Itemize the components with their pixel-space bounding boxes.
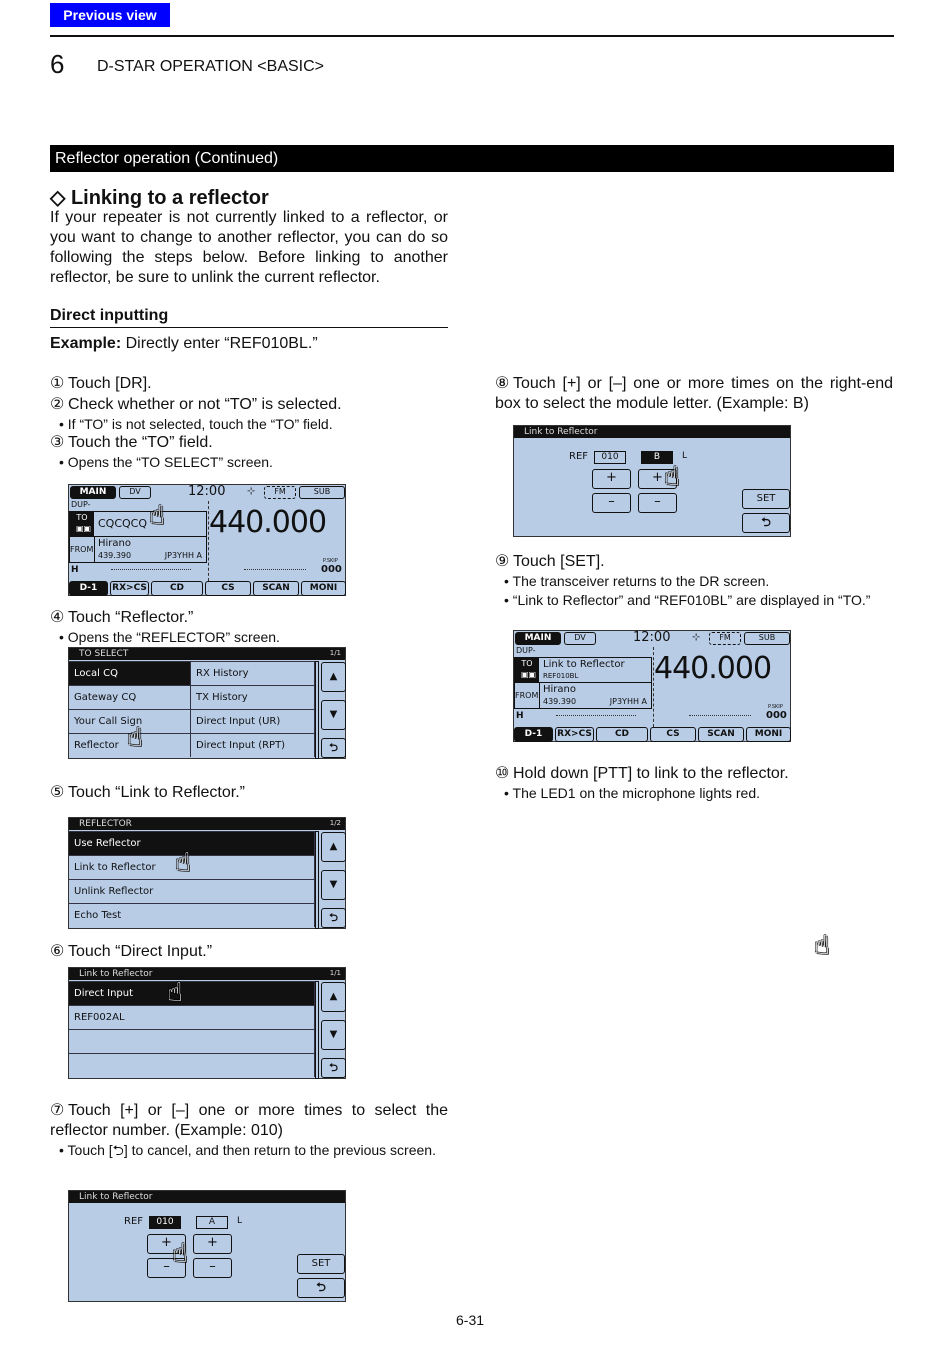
softkey-scan[interactable]: SCAN	[253, 581, 299, 596]
step-bullet: • The LED1 on the microphone lights red.	[504, 785, 761, 801]
from-field[interactable]	[69, 536, 207, 563]
step-instruction: Touch [SET].	[513, 553, 605, 570]
antenna-icon: ⊹	[692, 632, 701, 643]
from-name: Hirano	[543, 684, 576, 695]
people-icon: ▣▣	[521, 670, 537, 679]
step-text	[50, 395, 448, 415]
example-label: Example:	[50, 335, 122, 352]
step-bullet: • “Link to Reflector” and “REF010BL” are displayed in “TO.”	[504, 592, 871, 608]
step-instruction: Touch [DR].	[68, 375, 152, 392]
list-item[interactable]: RX History	[191, 661, 315, 685]
softkey-moni[interactable]: MONI	[746, 727, 791, 742]
from-call: JP3YHH A	[609, 697, 647, 706]
suffix-label: L	[682, 451, 688, 461]
pskip-value: 000	[321, 564, 342, 575]
antenna-icon: ⊹	[247, 486, 256, 497]
step-instruction: Hold down [PTT] to link to the reflector.	[513, 765, 789, 782]
pointing-hand-icon: ☝	[175, 848, 191, 878]
screen-title: TO SELECT	[69, 648, 345, 660]
list-item[interactable]: Reflector	[69, 733, 191, 757]
scrollbar[interactable]	[315, 981, 319, 1079]
back-button[interactable]: ⮌	[321, 1058, 346, 1078]
step-number: ⑤	[50, 784, 65, 801]
suffix-label: L	[237, 1216, 243, 1226]
step-number: ⑦	[50, 1102, 65, 1119]
from-call: JP3YHH A	[164, 551, 202, 560]
scrollbar[interactable]	[315, 661, 319, 759]
s-meter-sub	[244, 569, 306, 570]
step-number: ④	[50, 609, 65, 626]
from-label: FROM	[515, 683, 540, 708]
sub-button[interactable]: SUB	[299, 486, 345, 499]
number-minus-button[interactable]: –	[147, 1258, 186, 1278]
step-text	[50, 942, 448, 962]
scroll-down-button[interactable]: ▼	[321, 870, 346, 900]
scrollbar[interactable]	[315, 831, 319, 929]
subheading: Direct inputting	[50, 307, 448, 328]
step-text	[50, 608, 448, 628]
pskip-label: P.SKIP	[768, 704, 783, 710]
s-meter	[556, 715, 636, 716]
list-item[interactable]: Unlink Reflector	[69, 879, 315, 903]
pointing-hand-icon: ☝	[167, 978, 183, 1008]
fm-button[interactable]: FM	[709, 632, 741, 645]
step-bullet: • The transceiver returns to the DR screen.	[504, 573, 770, 589]
number-plus-button[interactable]: +	[147, 1234, 186, 1254]
list-screen-link_list	[68, 967, 346, 1079]
softkey-cd[interactable]: CD	[151, 581, 203, 596]
softkey-d1[interactable]: D-1	[514, 727, 553, 742]
step-8	[495, 374, 893, 414]
list-screen-reflector	[68, 817, 346, 929]
pointing-hand-icon: ☝	[172, 1239, 188, 1269]
from-label: FROM	[70, 537, 95, 562]
frequency: 440.000	[654, 651, 772, 686]
step-number: ②	[50, 396, 65, 413]
previous-view-button[interactable]: Previous view	[50, 3, 170, 27]
s-meter	[111, 569, 191, 570]
power-level: H	[71, 565, 79, 575]
module-letter-field[interactable]: B	[641, 451, 673, 464]
softkey-cd[interactable]: CD	[596, 727, 648, 742]
list-item[interactable]: Link to Reflector	[69, 855, 315, 879]
softkey-moni[interactable]: MONI	[301, 581, 346, 596]
step-text	[495, 552, 893, 572]
page-indicator: 1/1	[329, 969, 341, 977]
chapter-title: D-STAR OPERATION <BASIC>	[97, 58, 325, 75]
section-bar: Reflector operation (Continued)	[50, 145, 894, 172]
step-instruction: Check whether or not “TO” is selected.	[68, 396, 342, 413]
back-button[interactable]: ⮌	[742, 513, 790, 533]
module-plus-button[interactable]: +	[193, 1234, 232, 1254]
pointing-hand-icon: ☝	[664, 462, 680, 492]
step-number: ③	[50, 434, 65, 451]
module-letter-field[interactable]: A	[196, 1216, 228, 1229]
pskip-label: P.SKIP	[323, 558, 338, 564]
scroll-up-button[interactable]: ▲	[321, 982, 346, 1012]
intro-paragraph: If your repeater is not currently linked to a reflector, or you want to change to another reflector, you can do so following the steps below. Before linking to another reflector, be sure to unlink the current reflector.	[50, 209, 448, 286]
main-button[interactable]: MAIN	[70, 486, 116, 499]
scroll-down-button[interactable]: ▼	[321, 1020, 346, 1050]
ref-label: REF	[124, 1216, 144, 1227]
to-field[interactable]	[514, 657, 652, 683]
dup-label: DUP-	[516, 646, 536, 655]
page-number: 6-31	[456, 1312, 485, 1328]
step-text	[495, 374, 893, 414]
page-indicator: 1/1	[329, 649, 341, 657]
section-heading: ◇ Linking to a reflector	[50, 187, 269, 209]
step-5	[50, 783, 448, 803]
pointing-hand-icon: ☝	[149, 501, 165, 531]
step-instruction: Touch “Reflector.”	[68, 609, 194, 626]
step-1	[50, 374, 448, 394]
list-item[interactable]: Your Call Sign	[69, 709, 191, 733]
softkey-cs[interactable]: CS	[650, 727, 696, 742]
step-number: ⑩	[495, 765, 510, 782]
step-instruction: Touch the “TO” field.	[68, 434, 213, 451]
list-item[interactable]	[69, 1053, 315, 1077]
to-label: TO	[515, 658, 539, 682]
s-meter-sub	[689, 715, 751, 716]
sub-button[interactable]: SUB	[744, 632, 790, 645]
from-freq: 439.390	[543, 697, 577, 706]
pointing-hand-icon: ☝	[127, 723, 143, 753]
step-4	[50, 608, 448, 647]
power-level: H	[516, 711, 524, 721]
list-item[interactable]: REF002AL	[69, 1005, 315, 1029]
step-7	[50, 1101, 448, 1160]
step-6	[50, 942, 448, 962]
screen-title: Link to Reflector	[514, 426, 790, 438]
clock: 12:00	[633, 630, 671, 645]
softkey-cs[interactable]: CS	[205, 581, 251, 596]
input-screen-input7	[68, 1190, 346, 1302]
step-text	[50, 1101, 448, 1141]
set-button[interactable]: SET	[297, 1254, 345, 1274]
list-item[interactable]: Use Reflector	[69, 831, 315, 855]
list-item[interactable]: Local CQ	[69, 661, 191, 685]
step-number: ⑧	[495, 375, 510, 392]
scroll-up-button[interactable]: ▲	[321, 832, 346, 862]
list-item[interactable]: Direct Input (RPT)	[191, 733, 315, 757]
clock: 12:00	[188, 484, 226, 499]
number-minus-button[interactable]: –	[592, 493, 631, 513]
step-2	[50, 395, 448, 434]
step-text	[50, 374, 448, 394]
back-button[interactable]: ⮌	[321, 908, 346, 928]
to-value: CQCQCQ	[98, 517, 148, 530]
list-screen-to_select	[68, 647, 346, 759]
input-screen-input8	[513, 425, 791, 537]
to-label: TO	[70, 512, 94, 536]
step-number: ⑥	[50, 943, 65, 960]
header-divider	[50, 35, 894, 37]
list-item[interactable]: Gateway CQ	[69, 685, 191, 709]
screen-title: Link to Reflector	[69, 968, 345, 980]
ref-label: REF	[569, 451, 589, 462]
screen-title: REFLECTOR	[69, 818, 345, 830]
chapter-number: 6	[50, 49, 65, 79]
step-text	[50, 783, 448, 803]
pskip-value: 000	[766, 710, 787, 721]
list-item[interactable]: Direct Input	[69, 981, 315, 1005]
step-bullet: • Opens the “TO SELECT” screen.	[59, 454, 273, 470]
scroll-down-button[interactable]: ▼	[321, 700, 346, 730]
list-item[interactable]: Direct Input (UR)	[191, 709, 315, 733]
from-field[interactable]	[514, 682, 652, 709]
step-bullet: • If “TO” is not selected, touch the “TO” field.	[59, 416, 333, 432]
step-instruction: Touch [+] or [–] one or more times to select the reflector number. (Example: 010)	[50, 1102, 448, 1139]
step-instruction: Touch [+] or [–] one or more times on the right-end box to select the module letter. (Example: B)	[495, 375, 893, 412]
example	[50, 335, 318, 353]
softkey-scan[interactable]: SCAN	[698, 727, 744, 742]
main-button[interactable]: MAIN	[515, 632, 561, 645]
from-freq: 439.390	[98, 551, 132, 560]
scroll-up-button[interactable]: ▲	[321, 662, 346, 692]
module-minus-button[interactable]: –	[638, 493, 677, 513]
list-item[interactable]: TX History	[191, 685, 315, 709]
to-value: Link to Reflector	[543, 659, 625, 670]
example-text: Directly enter “REF010BL.”	[121, 335, 318, 352]
softkey-d1[interactable]: D-1	[69, 581, 108, 596]
people-icon: ▣▣	[76, 524, 92, 533]
dv-button[interactable]: DV	[564, 632, 596, 645]
step-number: ①	[50, 375, 65, 392]
module-plus-button[interactable]: +	[638, 469, 677, 489]
to-value-sub: REF010BL	[543, 672, 579, 680]
back-button[interactable]: ⮌	[321, 738, 346, 758]
softkey-rxcs[interactable]: RX>CS	[555, 727, 594, 742]
step-bullet: • Opens the “REFLECTOR” screen.	[59, 629, 280, 645]
pointing-hand-icon: ☝	[814, 931, 830, 961]
dup-label: DUP-	[71, 500, 91, 509]
list-item[interactable]: Echo Test	[69, 903, 315, 927]
step-instruction: Touch “Link to Reflector.”	[68, 784, 245, 801]
step-text	[50, 433, 448, 453]
step-bullet: • Touch [⮌] to cancel, and then return to the previous screen.	[59, 1142, 436, 1158]
radio-main-screen-main1	[68, 484, 346, 596]
set-button[interactable]: SET	[742, 489, 790, 509]
list-item[interactable]	[69, 1029, 315, 1053]
step-text	[495, 764, 893, 784]
screen-title: Link to Reflector	[69, 1191, 345, 1203]
reflector-number-field[interactable]: 010	[149, 1216, 181, 1229]
step-number: ⑨	[495, 553, 510, 570]
step-9	[495, 552, 893, 610]
page-indicator: 1/2	[329, 819, 341, 827]
frequency: 440.000	[209, 505, 327, 540]
step-instruction: Touch “Direct Input.”	[68, 943, 213, 960]
back-button[interactable]: ⮌	[297, 1278, 345, 1298]
softkey-rxcs[interactable]: RX>CS	[110, 581, 149, 596]
fm-button[interactable]: FM	[264, 486, 296, 499]
from-name: Hirano	[98, 538, 131, 549]
module-minus-button[interactable]: –	[193, 1258, 232, 1278]
step-10	[495, 764, 893, 803]
to-field[interactable]	[69, 511, 207, 537]
number-plus-button[interactable]: +	[592, 469, 631, 489]
dv-button[interactable]: DV	[119, 486, 151, 499]
reflector-number-field[interactable]: 010	[594, 451, 626, 464]
step-3	[50, 433, 448, 472]
